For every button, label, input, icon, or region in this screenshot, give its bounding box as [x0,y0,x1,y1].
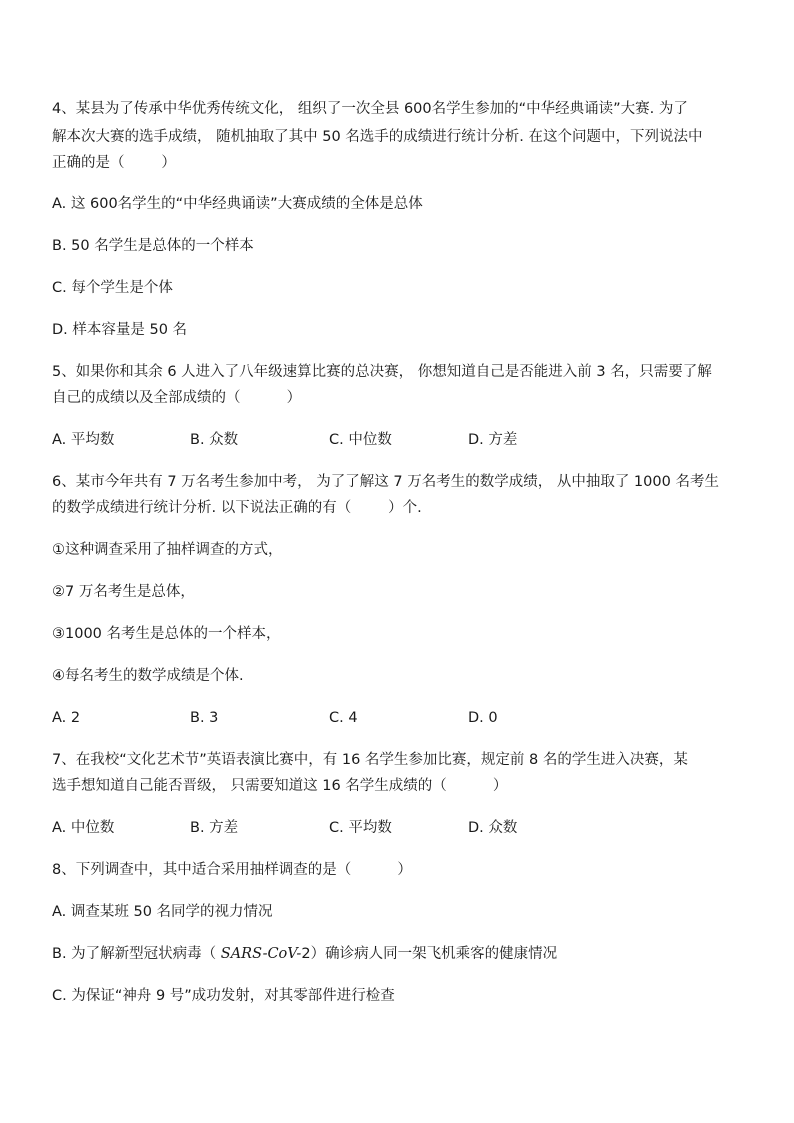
q8-option-a: A. 调查某班 50 名同学的视力情况 [52,904,273,920]
q6-statement-1: ①这种调查采用了抽样调查的方式， [52,542,283,558]
q5-option-d: D. 方差 [468,432,518,448]
q6-stem-line1: 6、某市今年共有 7 万名考生参加中考， 为了了解这 7 万名考生的数学成绩， 从中抽取了 1000 名考生 [52,474,719,490]
q5-option-a: A. 平均数 [52,432,115,448]
q7-option-b: B. 方差 [190,820,239,836]
q5-stem-line1: 5、如果你和其余 6 人进入了八年级速算比赛的总决赛， 你想知道自己是否能进入前 3 名，只需要了解 [52,364,712,380]
q8-option-c: C. 为保证“神舟 9 号”成功发射，对其零部件进行检查 [52,988,395,1004]
q8-option-b-virus-name: SARS-CoV- [220,946,302,962]
q4-stem-line2: 解本次大赛的选手成绩， 随机抽取了其中 50 名选手的成绩进行统计分析. 在这个问题中，下列说法中 [52,129,703,145]
q6-statement-4: ④每名考生的数学成绩是个体. [52,668,244,684]
q6-stem-line2: 的数学成绩进行统计分析. 以下说法正确的有（ ）个. [52,500,422,516]
q8-option-b-suffix: 2）确诊病人同一架飞机乘客的健康情况 [301,946,558,962]
q6-option-b: B. 3 [190,710,219,726]
q6-option-c: C. 4 [329,710,358,726]
q4-option-c: C. 每个学生是个体 [52,280,173,296]
q7-stem-line2: 选手想知道自己能否晋级， 只需要知道这 16 名学生成绩的（ ） [52,778,508,794]
q8-option-b-prefix: B. 为了解新型冠状病毒（ [52,946,221,962]
q7-option-c: C. 平均数 [329,820,392,836]
q4-option-a: A. 这 600名学生的“中华经典诵读”大赛成绩的全体是总体 [52,196,423,212]
q4-stem-line3: 正确的是（ ） [52,155,176,171]
q8-stem-line1: 8、下列调查中，其中适合采用抽样调查的是（ ） [52,862,412,878]
q6-statement-2: ②7 万名考生是总体， [52,584,195,600]
q5-stem-line2: 自己的成绩以及全部成绩的（ ） [52,390,302,406]
q7-stem-line1: 7、在我校“文化艺术节”英语表演比赛中，有 16 名学生参加比赛，规定前 8 名的学生进入决赛，某 [52,752,688,768]
q6-statement-3: ③1000 名考生是总体的一个样本， [52,626,281,642]
q7-option-d: D. 众数 [468,820,518,836]
q8-option-b [52,944,557,964]
q5-option-c: C. 中位数 [329,432,392,448]
q7-option-a: A. 中位数 [52,820,115,836]
q6-option-a: A. 2 [52,710,81,726]
q4-stem-line1: 4、某县为了传承中华优秀传统文化， 组织了一次全县 600名学生参加的“中华经典诵读”大赛. 为了 [52,101,688,117]
q4-option-d: D. 样本容量是 50 名 [52,322,188,338]
q5-option-b: B. 众数 [190,432,239,448]
q6-option-d: D. 0 [468,710,498,726]
q4-option-b: B. 50 名学生是总体的一个样本 [52,238,254,254]
